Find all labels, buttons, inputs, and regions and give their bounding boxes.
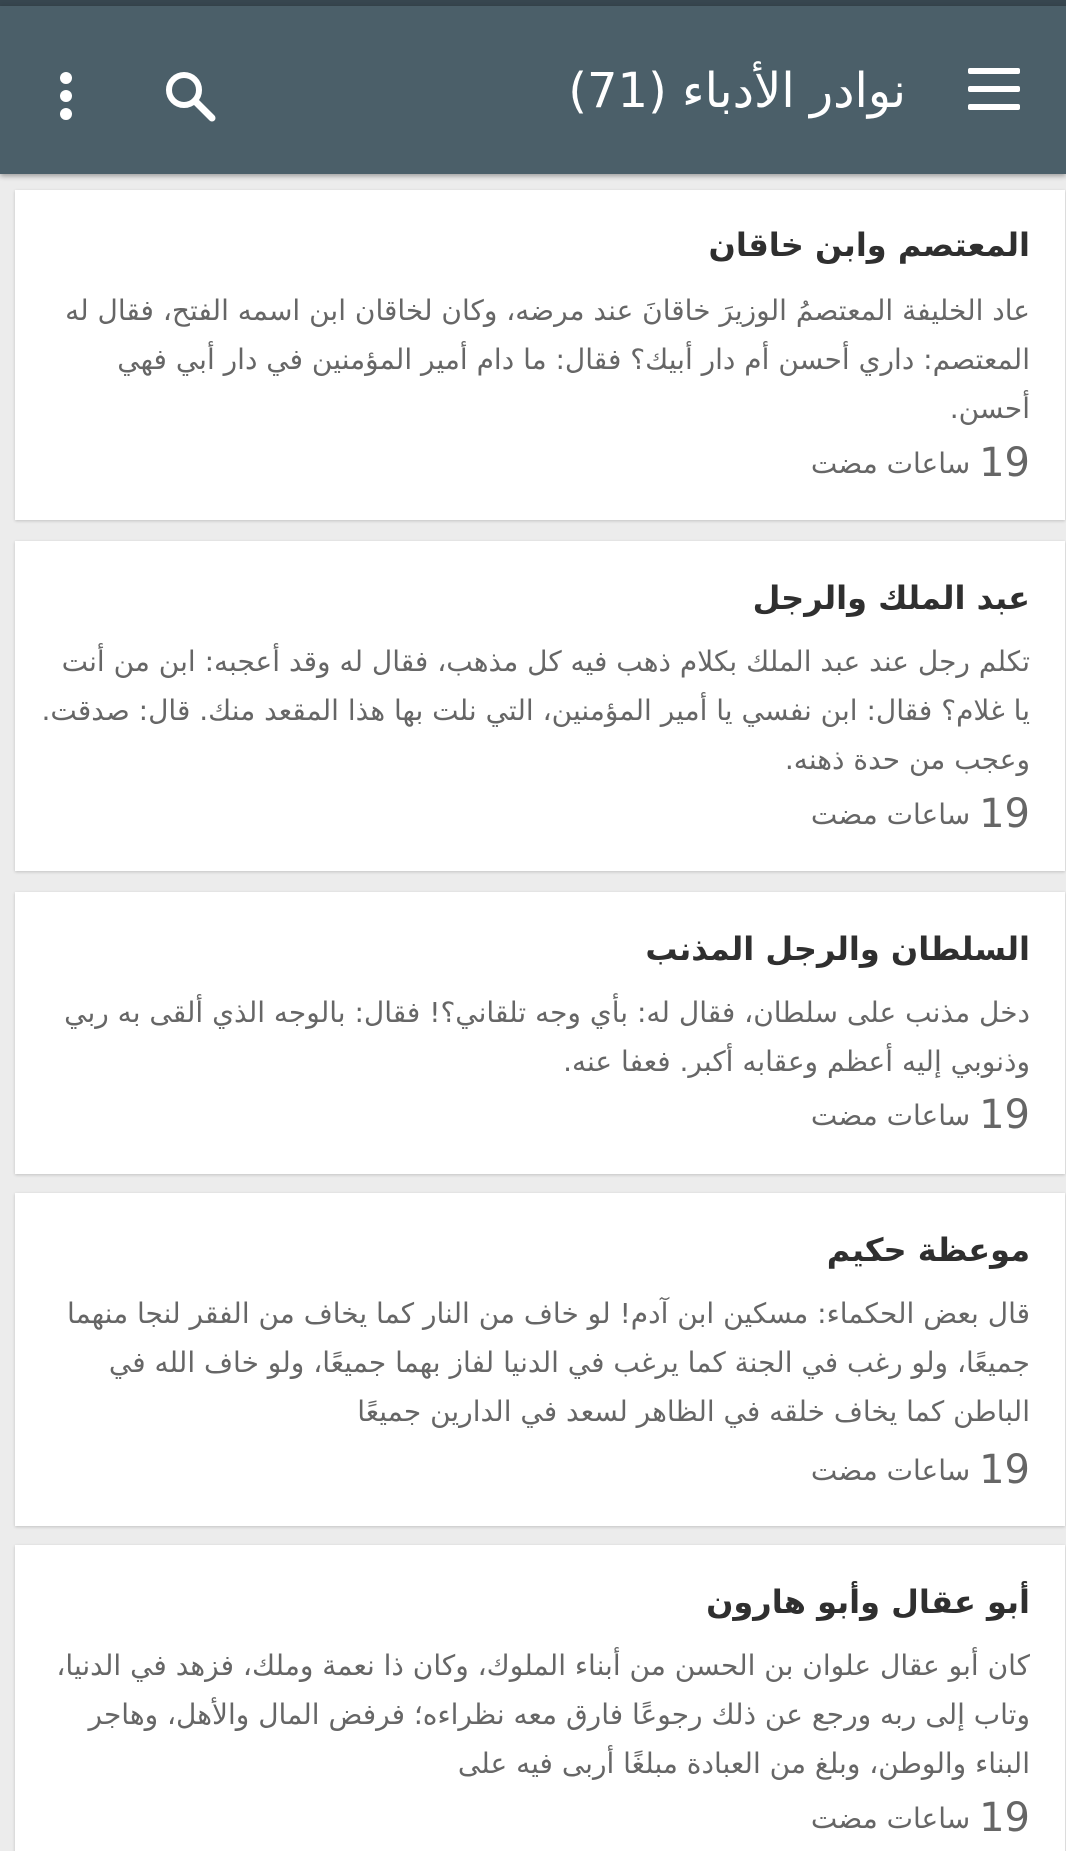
post-title: السلطان والرجل المذنب bbox=[645, 930, 1030, 968]
post-time-unit: ساعات مضت bbox=[810, 798, 971, 831]
hamburger-menu-icon[interactable] bbox=[962, 64, 1024, 114]
post-time-number: 19 bbox=[979, 791, 1030, 837]
post-time bbox=[811, 791, 1030, 837]
post-time-number: 19 bbox=[979, 1795, 1030, 1841]
post-body: دخل مذنب على سلطان، فقال له: بأي وجه تلقاني؟! فقال: بالوجه الذي ألقى به ربي وذنوبي إليه أعظم وعقابه أكبر. فعفا عنه. bbox=[64, 996, 1030, 1078]
post-card[interactable] bbox=[15, 541, 1065, 871]
post-body: تكلم رجل عند عبد الملك بكلام ذهب فيه كل مذهب، فقال له وقد أعجبه: ابن من أنت يا غلام؟ فقال: ابن نفسي يا أمير المؤمنين، التي نلت بها هذا المقعد منك. قال: صدقت. وعجب من حدة ذهنه. bbox=[41, 645, 1030, 776]
post-time bbox=[811, 1092, 1030, 1138]
app-bar bbox=[0, 6, 1066, 174]
post-time-number: 19 bbox=[979, 1092, 1030, 1138]
post-title: موعظة حكيم bbox=[826, 1231, 1030, 1269]
search-icon[interactable] bbox=[160, 66, 220, 126]
post-body: عاد الخليفة المعتصمُ الوزيرَ خاقانَ عند مرضه، وكان لخاقان ابن اسمه الفتح، فقال له المعتصم: داري أحسن أم دار أبيك؟ فقال: ما دام أمير المؤمنين في دار أبي فهي أحسن. bbox=[65, 294, 1030, 425]
post-time bbox=[811, 440, 1030, 486]
page-title: نوادر الأدباء (71) bbox=[568, 63, 906, 119]
post-card[interactable] bbox=[15, 1545, 1065, 1851]
post-time-unit: ساعات مضت bbox=[810, 1802, 971, 1835]
post-title: عبد الملك والرجل bbox=[752, 579, 1030, 617]
post-title: أبو عقال وأبو هارون bbox=[706, 1583, 1030, 1621]
post-time-unit: ساعات مضت bbox=[810, 1454, 971, 1487]
post-time-unit: ساعات مضت bbox=[810, 1099, 971, 1132]
post-time-number: 19 bbox=[979, 1447, 1030, 1493]
post-title: المعتصم وابن خاقان bbox=[708, 226, 1030, 264]
post-card[interactable] bbox=[15, 892, 1065, 1174]
post-body: قال بعض الحكماء: مسكين ابن آدم! لو خاف من النار كما يخاف من الفقر لنجا منهما جميعًا، ولو رغب في الجنة كما يرغب في الدنيا لفاز بهما جميعًا، ولو خاف الله في الباطن كما يخاف خلقه في الظاهر لسعد في الدارين جميعًا bbox=[67, 1297, 1030, 1428]
more-vert-icon[interactable] bbox=[46, 66, 86, 126]
post-card[interactable] bbox=[15, 1193, 1065, 1526]
post-body: كان أبو عقال علوان بن الحسن من أبناء الملوك، وكان ذا نعمة وملك، فزهد في الدنيا، وتاب إلى ربه ورجع عن ذلك رجوعًا فارق معه نظراءه؛ فرفض المال والأهل، وهاجر البناء والوطن، وبلغ من العبادة مبلغًا أربى فيه على bbox=[56, 1649, 1030, 1780]
post-time-unit: ساعات مضت bbox=[810, 447, 971, 480]
post-time-number: 19 bbox=[979, 440, 1030, 486]
post-card[interactable] bbox=[15, 190, 1065, 520]
post-time bbox=[811, 1795, 1030, 1841]
post-time bbox=[811, 1447, 1030, 1493]
